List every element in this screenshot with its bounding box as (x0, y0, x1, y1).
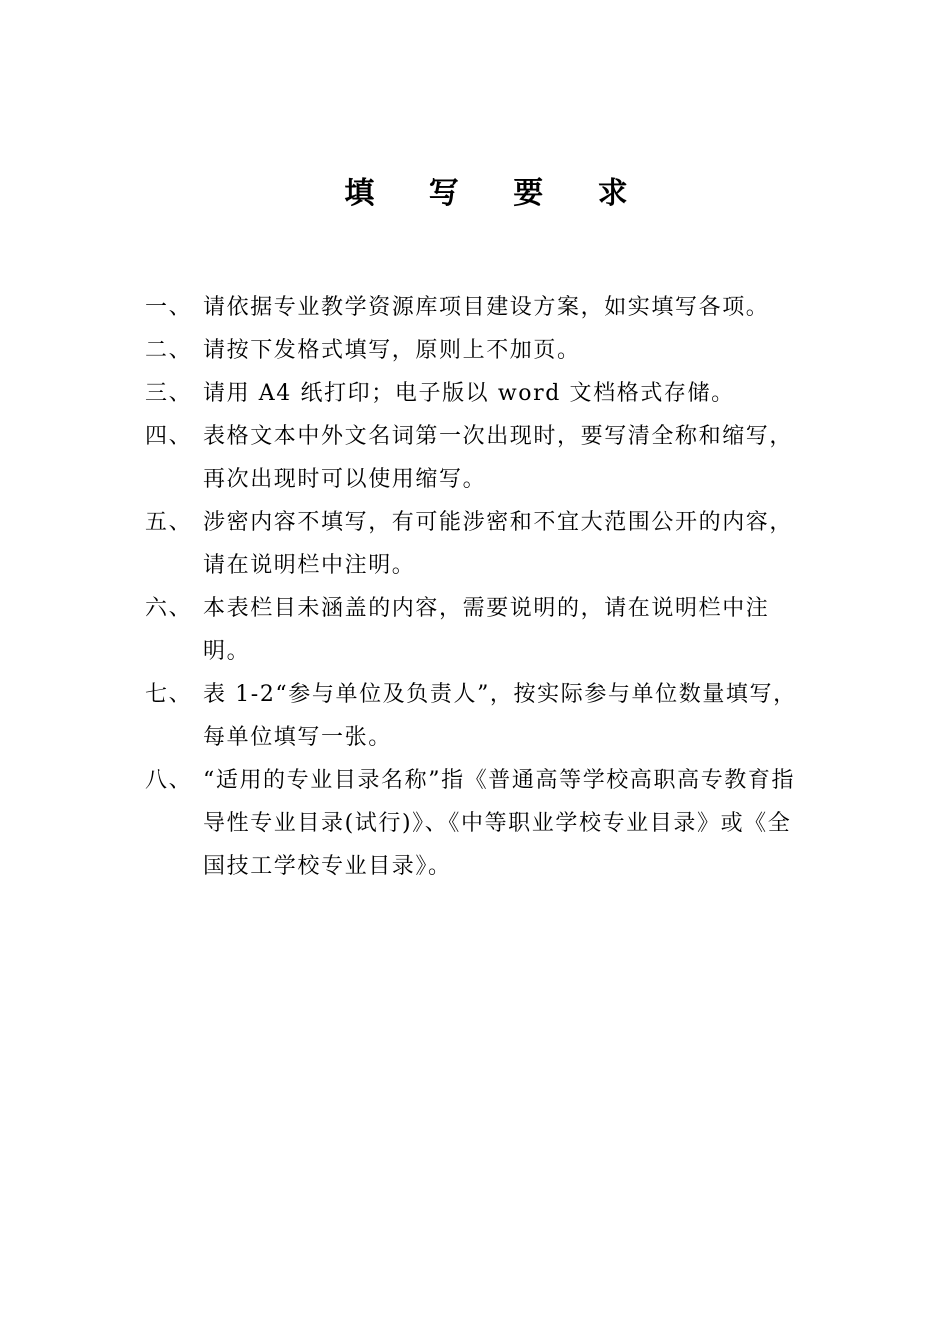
list-item-text: 表格文本中外文名词第一次出现时，要写清全称和缩写，再次出现时可以使用缩写。 (203, 424, 794, 492)
list-item-text: 请按下发格式填写，原则上不加页。 (203, 338, 581, 363)
list-item (145, 415, 810, 501)
list-item-text: 本表栏目未涵盖的内容，需要说明的，请在说明栏中注明。 (203, 596, 770, 664)
list-item-marker: 七、 (145, 682, 193, 707)
list-item-marker: 一、 (145, 295, 193, 320)
list-item (145, 673, 810, 759)
list-item-marker: 四、 (145, 424, 193, 449)
requirements-list (145, 286, 810, 888)
list-item (145, 372, 810, 415)
list-item-marker: 五、 (145, 510, 193, 535)
list-item-text: 涉密内容不填写，有可能涉密和不宜大范围公开的内容，请在说明栏中注明。 (203, 510, 794, 578)
list-item (145, 286, 810, 329)
list-item-marker: 三、 (145, 381, 193, 406)
list-item (145, 329, 810, 372)
list-item-text: 表 1-2“参与单位及负责人”，按实际参与单位数量填写，每单位填写一张。 (203, 682, 797, 750)
list-item-marker: 八、 (145, 768, 193, 793)
list-item-text: 请用 A4 纸打印；电子版以 word 文档格式存储。 (203, 381, 735, 406)
list-item-text: “适用的专业目录名称”指《普通高等学校高职高专教育指导性专业目录(试行)》、《中等职业学校专业目录》或《全国技工学校专业目录》。 (203, 768, 796, 879)
list-item-text: 请依据专业教学资源库项目建设方案，如实填写各项。 (203, 295, 770, 320)
list-item (145, 587, 810, 673)
page-title: 填 写 要 求 (344, 176, 650, 211)
list-item (145, 501, 810, 587)
list-item-marker: 二、 (145, 338, 193, 363)
list-item (145, 759, 810, 888)
list-item-marker: 六、 (145, 596, 193, 621)
